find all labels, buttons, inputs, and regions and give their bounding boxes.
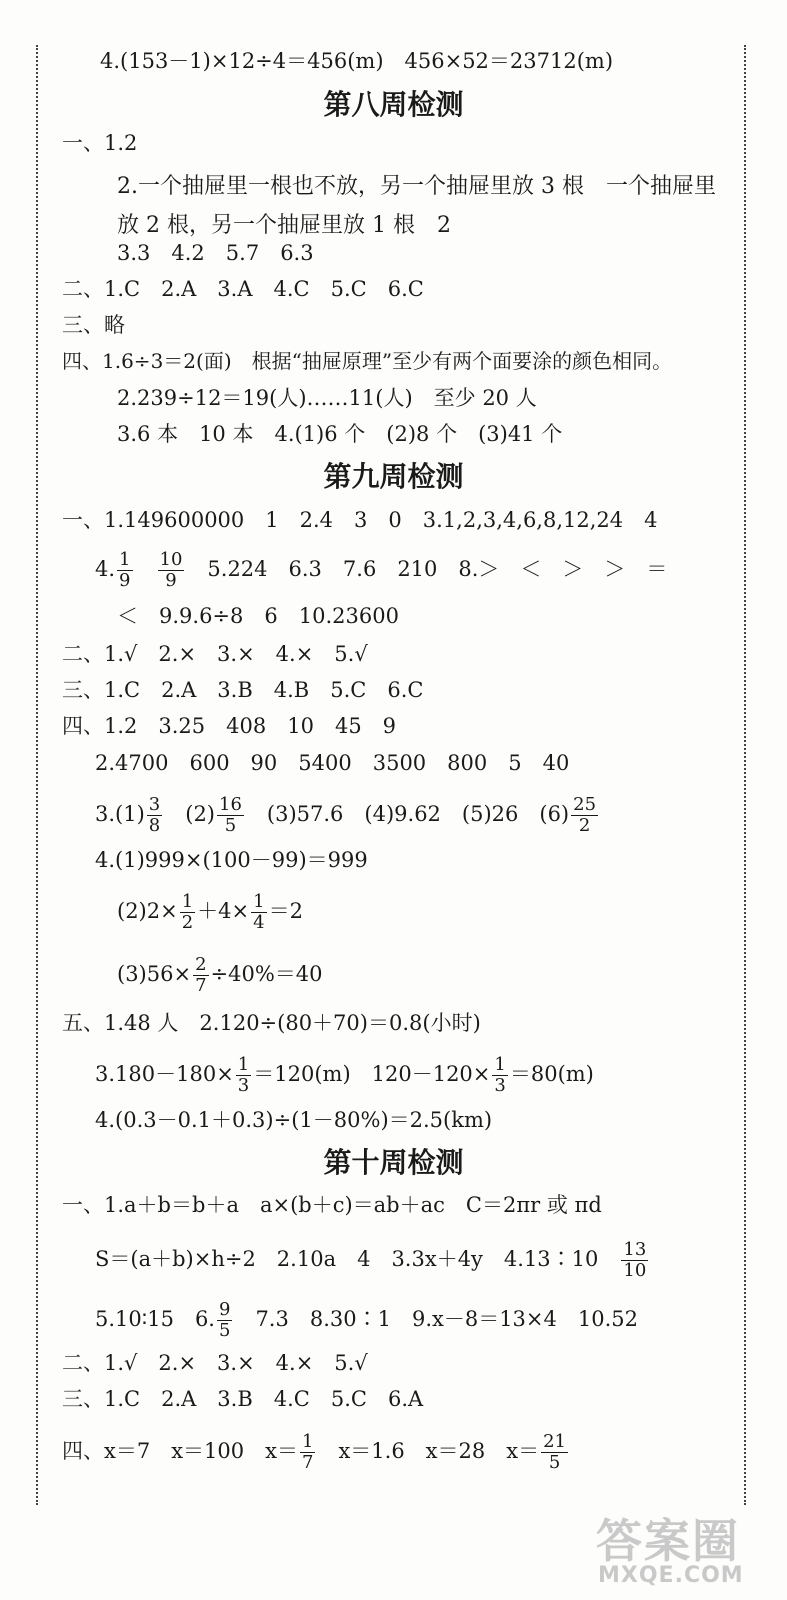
answer-line: 3.(1) $\frac{3}{8}$ (2) $\frac{16}{5}$ (3)57.6 (4)9.62 (5)26 (6) $\frac{25}{2}$ <box>95 794 597 836</box>
fraction: $\frac{1}{4}$ <box>253 891 265 933</box>
left-dotted-border <box>36 45 38 1505</box>
answer-line: 四、1.6÷3＝2(面) 根据“抽屉原理”至少有两个面要涂的颜色相同。 <box>62 349 673 373</box>
section-title-week8: 第八周检测 <box>323 88 464 121</box>
answer-line: 5.10∶15 6. $\frac{9}{5}$ 7.3 8.30∶1 9.x－8＝13×4 10.52 <box>95 1299 638 1341</box>
answer-line: 二、1.C 2.A 3.A 4.C 5.C 6.C <box>62 277 424 301</box>
answer-line: ＜ 9.9.6÷8 6 10.23600 <box>117 604 399 628</box>
answer-line: 二、1.√ 2.× 3.× 4.× 5.√ <box>62 1351 368 1375</box>
watermark-logo <box>590 1505 780 1595</box>
answer-line: 一、1.2 <box>62 131 138 155</box>
answer-line: 五、1.48 人 2.120÷(80＋70)＝0.8(小时) <box>62 1011 481 1035</box>
answer-line: 2.4700 600 90 5400 3500 800 5 40 <box>95 751 570 775</box>
answer-line: 三、1.C 2.A 3.B 4.C 5.C 6.A <box>62 1387 424 1411</box>
fraction: $\frac{9}{5}$ <box>218 1299 231 1341</box>
fraction: $\frac{16}{5}$ <box>219 794 242 836</box>
answer-line: 3.3 4.2 5.7 6.3 <box>117 241 314 265</box>
fraction: $\frac{21}{5}$ <box>543 1431 566 1473</box>
answer-line: 3.180－180× $\frac{1}{3}$ ＝120(m) 120－120× $\frac{1}{3}$ ＝80(m) <box>95 1054 594 1096</box>
answer-line: 四、x＝7 x＝100 x＝ $\frac{1}{7}$ x＝1.6 x＝28 x＝ $\frac{21}{5}$ <box>62 1431 566 1473</box>
answer-line: 2.一个抽屉里一根也不放，另一个抽屉里放 3 根 一个抽屉里 <box>117 174 716 199</box>
answer-line: (2)2× $\frac{1}{2}$ ＋4× $\frac{1}{4}$ ＝2 <box>117 891 303 933</box>
answer-line: 3.6 本 10 本 4.(1)6 个 (2)8 个 (3)41 个 <box>117 422 563 446</box>
answer-line: 四、1.2 3.25 408 10 45 9 <box>62 714 397 738</box>
fraction: $\frac{1}{9}$ <box>119 549 131 591</box>
answer-line: 二、1.√ 2.× 3.× 4.× 5.√ <box>62 642 368 666</box>
fraction: $\frac{10}{9}$ <box>159 549 183 591</box>
answer-line: 一、1.a＋b＝b＋a a×(b＋c)＝ab＋ac C＝2πr 或 πd <box>62 1193 602 1217</box>
answer-line: S＝(a＋b)×h÷2 2.10a 4 3.3x＋4y 4.13∶10 $\frac{13}{10}$ <box>95 1239 647 1281</box>
section-title-week9: 第九周检测 <box>323 460 464 493</box>
section-title-week10: 第十周检测 <box>323 1146 464 1179</box>
answer-line: 一、1.149600000 1 2.4 3 0 3.1,2,3,4,6,8,12,24 4 <box>62 508 658 532</box>
fraction: $\frac{1}{2}$ <box>181 891 194 933</box>
fraction: $\frac{1}{3}$ <box>237 1054 250 1096</box>
answer-line: 三、1.C 2.A 3.B 4.B 5.C 6.C <box>62 678 424 702</box>
answer-line: 4.(153－1)×12÷4＝456(m) 456×52＝23712(m) <box>100 49 614 73</box>
answer-line: 三、略 <box>62 313 125 337</box>
right-dotted-border <box>744 45 746 1505</box>
watermark-url: MXQE.COM <box>598 1563 744 1588</box>
answer-line: 4.(0.3－0.1＋0.3)÷(1－80%)＝2.5(km) <box>95 1108 493 1132</box>
fraction: $\frac{1}{7}$ <box>301 1431 314 1473</box>
fraction: $\frac{3}{8}$ <box>148 794 161 836</box>
answer-line: (3)56× $\frac{2}{7}$ ÷40%＝40 <box>117 954 323 996</box>
fraction: $\frac{1}{3}$ <box>494 1054 506 1096</box>
fraction: $\frac{25}{2}$ <box>573 794 597 836</box>
answer-line: 2.239÷12＝19(人)……11(人) 至少 20 人 <box>117 386 537 410</box>
answer-line: 4.(1)999×(100－99)＝999 <box>95 848 368 872</box>
watermark-text: 答案圈 <box>596 1514 740 1568</box>
fraction: $\frac{13}{10}$ <box>623 1239 647 1281</box>
answer-line: 放 2 根，另一个抽屉里放 1 根 2 <box>117 213 451 238</box>
fraction: $\frac{2}{7}$ <box>195 954 207 996</box>
answer-line: 4. $\frac{1}{9}$ $\frac{10}{9}$ 5.224 6.3 7.6 210 8.＞ ＜ ＞ ＞ ＝ <box>95 549 668 591</box>
